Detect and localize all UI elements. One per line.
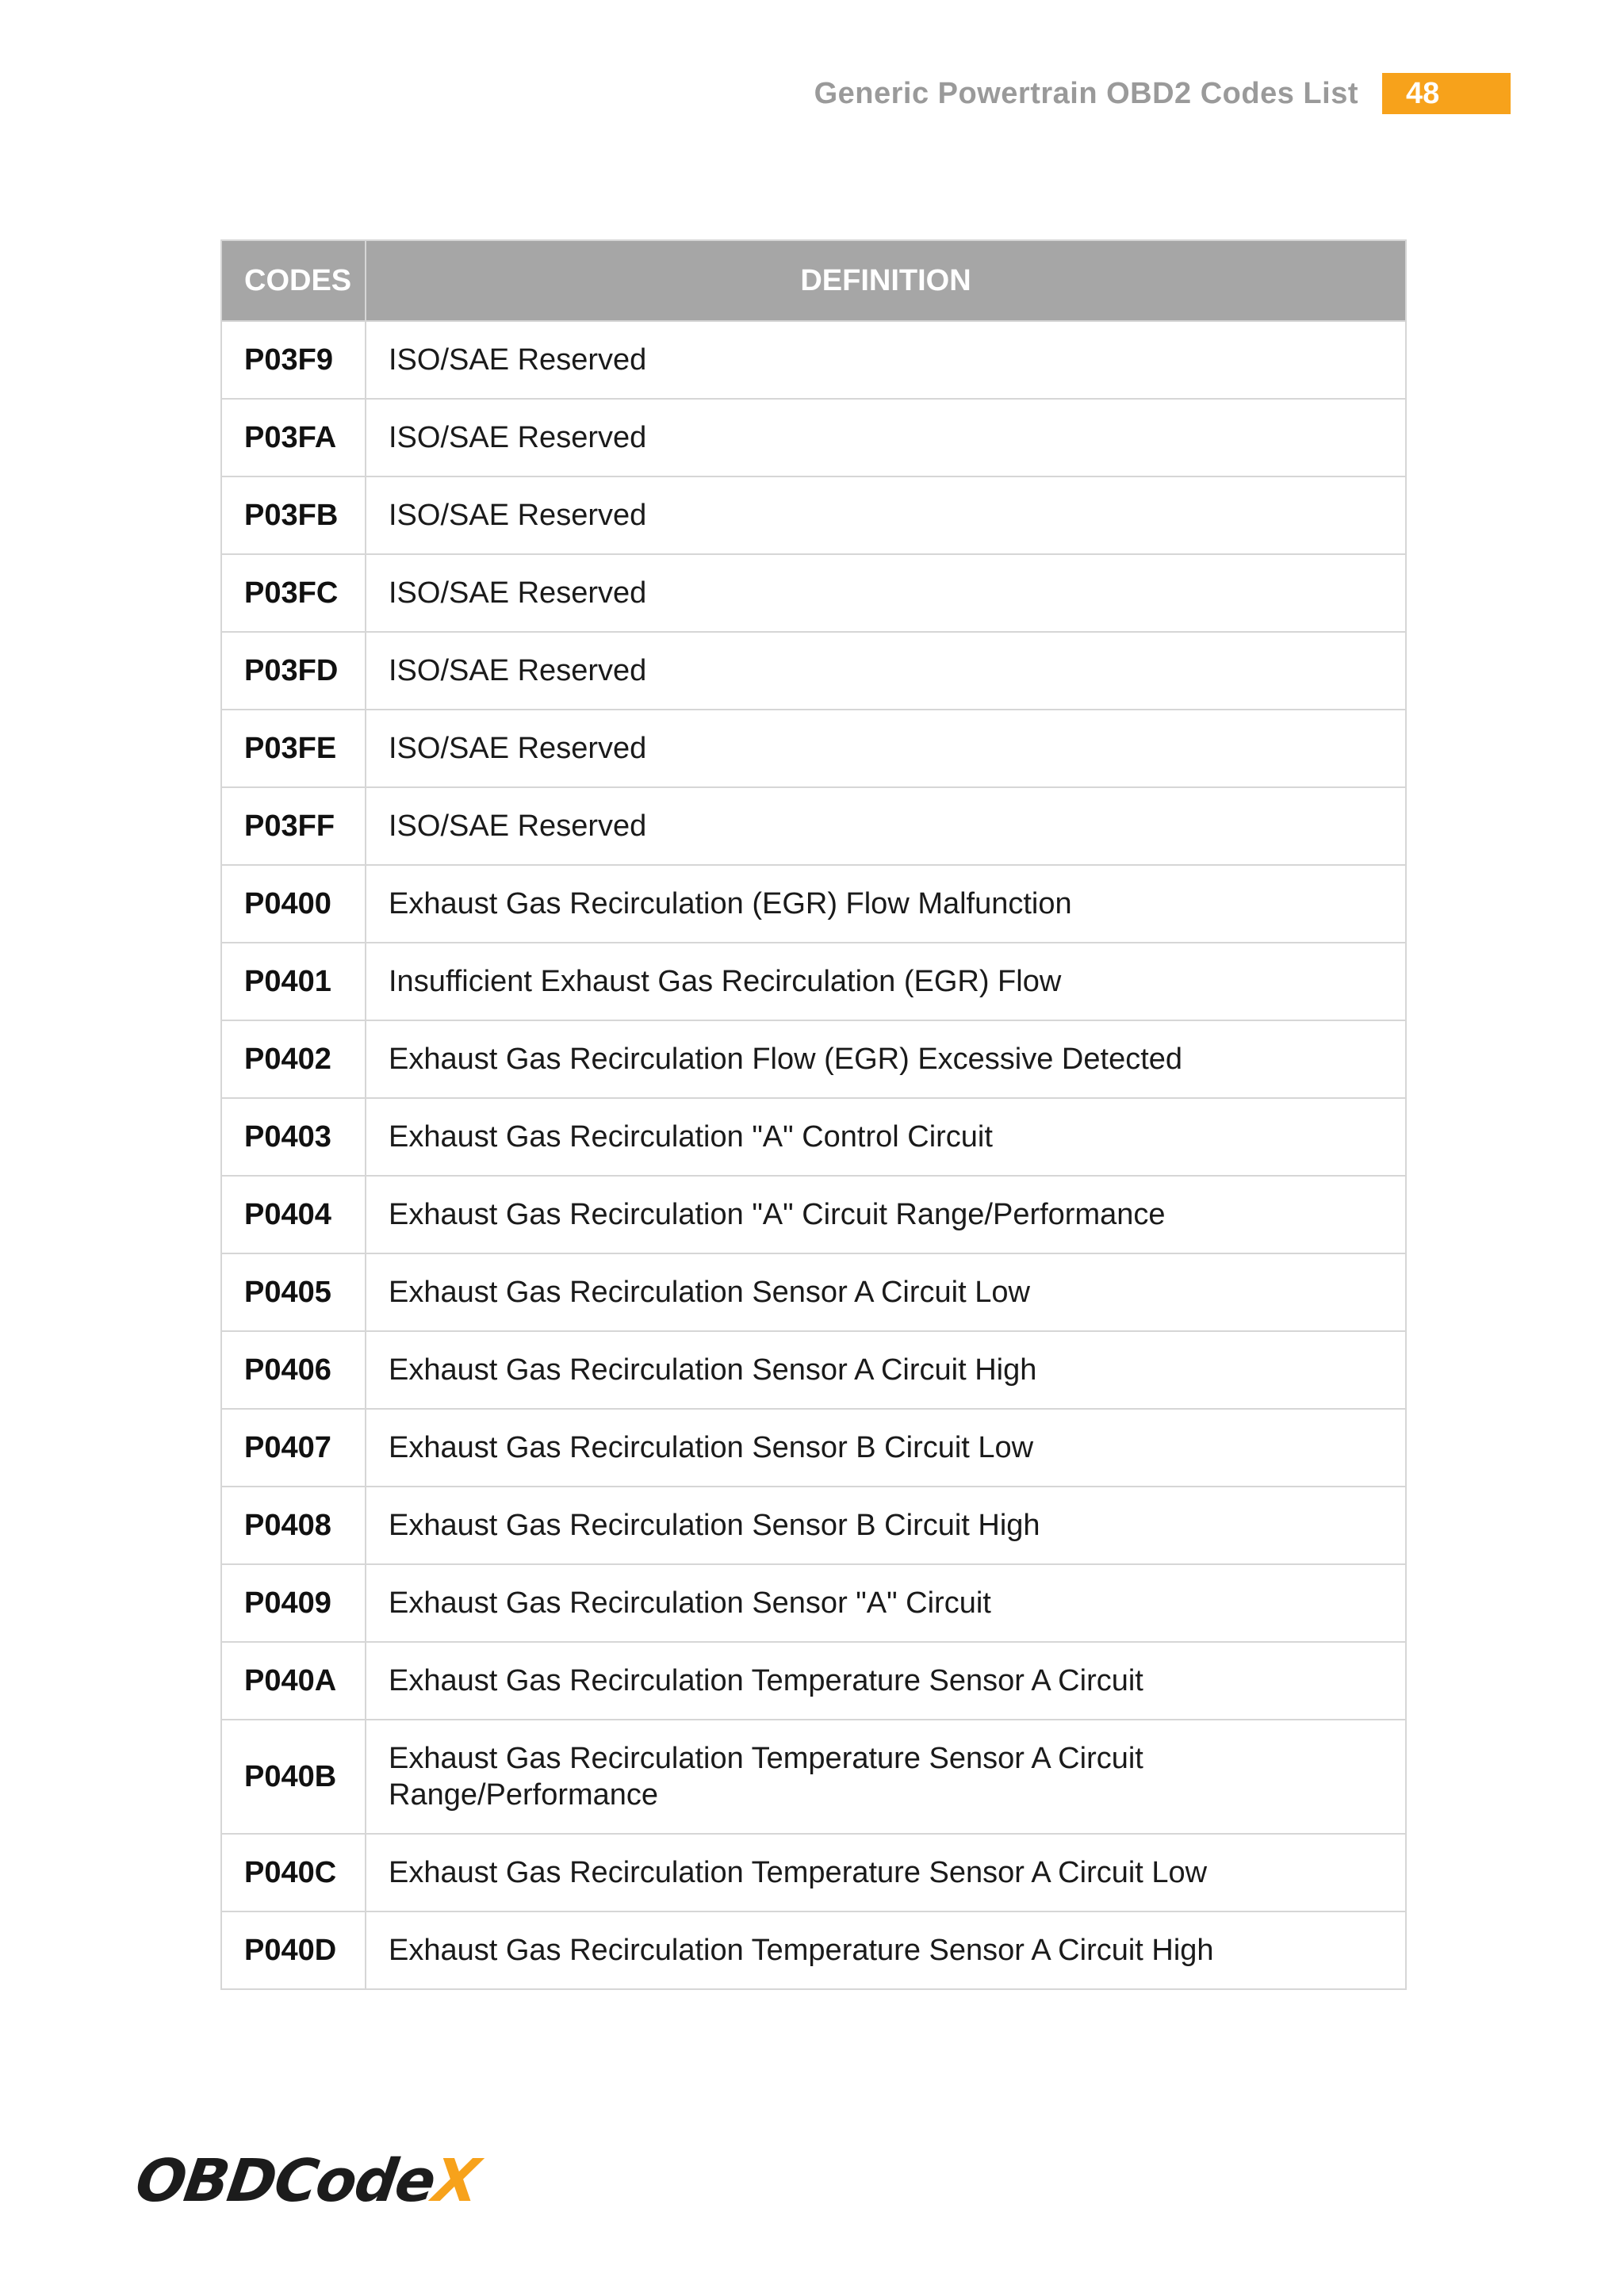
definition-cell: Exhaust Gas Recirculation Sensor B Circuit Low [366,1409,1406,1487]
definition-cell: Exhaust Gas Recirculation "A" Control Circuit [366,1098,1406,1176]
code-cell: P03FF [221,787,366,865]
definition-cell: Exhaust Gas Recirculation Sensor A Circuit High [366,1331,1406,1409]
page-header [814,73,1511,114]
code-cell: P040C [221,1834,366,1911]
table-row [221,1331,1406,1409]
column-header-codes: CODES [221,240,366,321]
code-cell: P03FD [221,632,366,710]
definition-cell: Exhaust Gas Recirculation Temperature Sensor A Circuit Range/Performance [366,1720,1406,1834]
code-cell: P03FB [221,476,366,554]
table-row [221,1253,1406,1331]
table-row [221,865,1406,943]
definition-cell: Exhaust Gas Recirculation Temperature Sensor A Circuit Low [366,1834,1406,1911]
table-row [221,1176,1406,1253]
definition-cell: Exhaust Gas Recirculation Sensor B Circuit High [366,1487,1406,1564]
code-cell: P0406 [221,1331,366,1409]
definition-cell: Exhaust Gas Recirculation Temperature Sensor A Circuit High [366,1911,1406,1989]
table-row [221,1911,1406,1989]
table-row [221,1720,1406,1834]
code-cell: P040D [221,1911,366,1989]
definition-cell: ISO/SAE Reserved [366,787,1406,865]
code-cell: P0405 [221,1253,366,1331]
table-header-row [221,240,1406,321]
code-cell: P03FA [221,399,366,476]
table-row [221,710,1406,787]
definition-cell: ISO/SAE Reserved [366,554,1406,632]
code-cell: P040B [221,1720,366,1834]
definition-cell: ISO/SAE Reserved [366,632,1406,710]
definition-cell: Exhaust Gas Recirculation Flow (EGR) Excessive Detected [366,1020,1406,1098]
table-row [221,1564,1406,1642]
code-cell: P03FC [221,554,366,632]
logo-text-accent: X [429,2147,483,2215]
page-number-badge: 48 [1382,73,1511,114]
code-cell: P0401 [221,943,366,1020]
table-row [221,787,1406,865]
definition-cell: ISO/SAE Reserved [366,321,1406,399]
table-row [221,1409,1406,1487]
document-title: Generic Powertrain OBD2 Codes List [814,76,1358,110]
code-cell: P0404 [221,1176,366,1253]
code-cell: P0409 [221,1564,366,1642]
code-cell: P0408 [221,1487,366,1564]
table-row [221,632,1406,710]
definition-cell: Exhaust Gas Recirculation Sensor "A" Circuit [366,1564,1406,1642]
definition-cell: ISO/SAE Reserved [366,710,1406,787]
code-cell: P0402 [221,1020,366,1098]
definition-cell: Insufficient Exhaust Gas Recirculation (EGR) Flow [366,943,1406,1020]
table-row [221,554,1406,632]
table-row [221,1642,1406,1720]
definition-cell: Exhaust Gas Recirculation (EGR) Flow Malfunction [366,865,1406,943]
table-row [221,399,1406,476]
code-cell: P040A [221,1642,366,1720]
definition-cell: ISO/SAE Reserved [366,399,1406,476]
table-row [221,1020,1406,1098]
definition-cell: Exhaust Gas Recirculation Temperature Sensor A Circuit [366,1642,1406,1720]
code-cell: P0400 [221,865,366,943]
code-cell: P0403 [221,1098,366,1176]
table-row [221,1098,1406,1176]
table-row [221,1487,1406,1564]
code-cell: P03F9 [221,321,366,399]
code-cell: P0407 [221,1409,366,1487]
table-row [221,943,1406,1020]
column-header-definition: DEFINITION [366,240,1406,321]
codes-table [220,239,1407,1990]
table-row [221,1834,1406,1911]
table-row [221,321,1406,399]
obdcodex-logo [131,2147,483,2215]
logo-text-main: OBDCode [131,2147,439,2215]
definition-cell: ISO/SAE Reserved [366,476,1406,554]
code-cell: P03FE [221,710,366,787]
definition-cell: Exhaust Gas Recirculation "A" Circuit Range/Performance [366,1176,1406,1253]
table-row [221,476,1406,554]
definition-cell: Exhaust Gas Recirculation Sensor A Circuit Low [366,1253,1406,1331]
table-body [221,321,1406,1989]
